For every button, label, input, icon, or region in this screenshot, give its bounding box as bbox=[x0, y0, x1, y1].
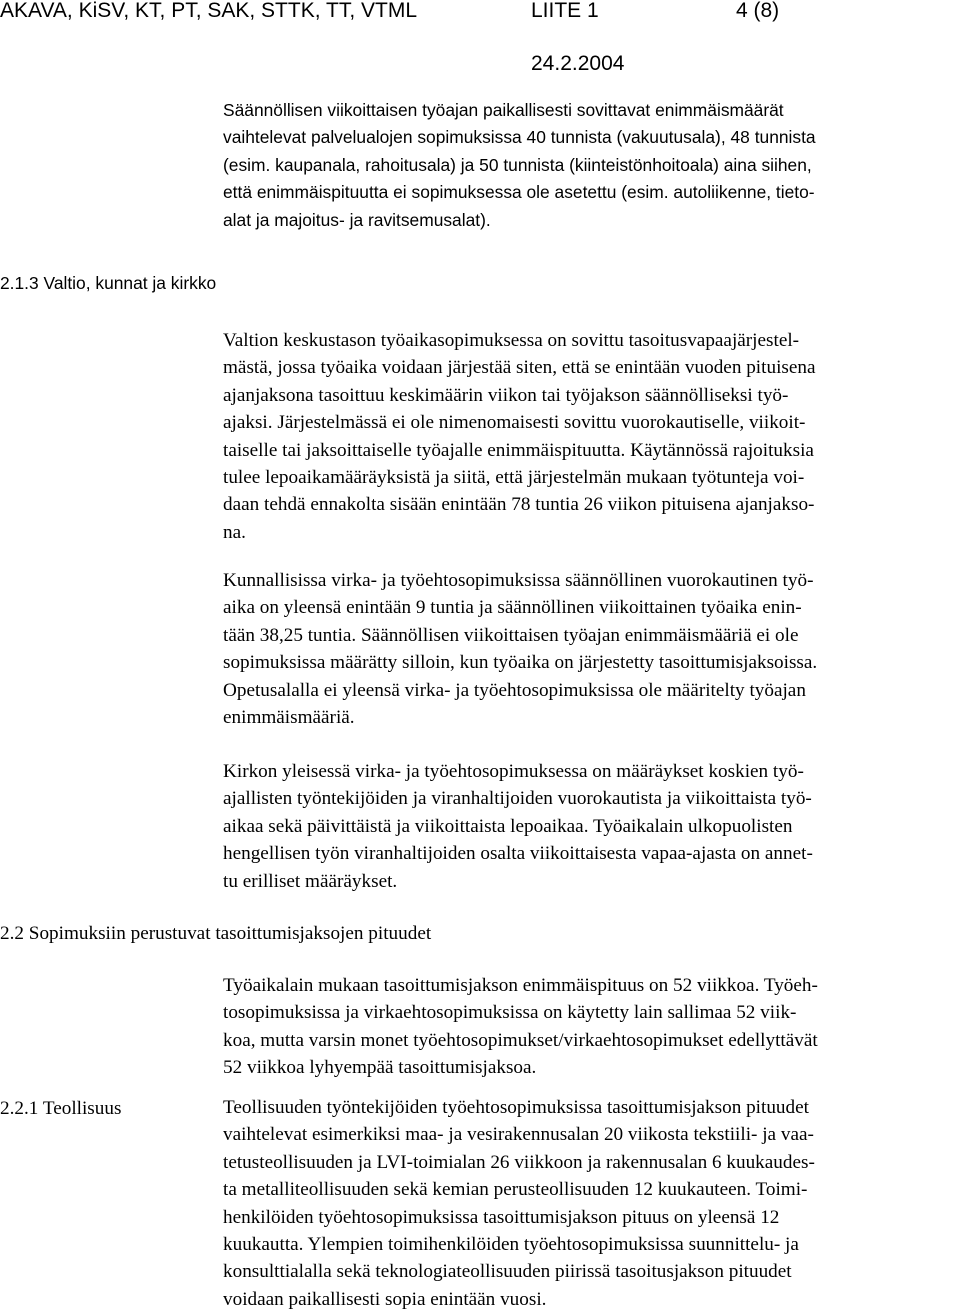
text-line: tulee lepoaikamääräyksistä ja siitä, että järjestelmän mukaan työtunteja voi- bbox=[223, 467, 805, 489]
section-heading-2-2: 2.2 Sopimuksiin perustuvat tasoittumisjaksojen pituudet bbox=[0, 923, 432, 944]
text-line: alat ja majoitus- ja ravitsemusalat). bbox=[223, 209, 491, 230]
header-organizations: AKAVA, KiSV, KT, PT, SAK, STTK, TT, VTML bbox=[0, 0, 418, 22]
text-line: (esim. kaupanala, rahoitusala) ja 50 tunnista (kiinteistönhoitoala) aina siihen, bbox=[223, 154, 812, 175]
text-line: taiselle tai jaksoittaiselle työajalle enimmäispituutta. Käytännössä rajoituksia bbox=[223, 439, 814, 461]
text-line: enimmäismääriä. bbox=[223, 707, 355, 729]
text-line: mästä, jossa työaika voidaan järjestää siten, että se enintään vuoden pituisena bbox=[223, 357, 816, 379]
text-line: ta metalliteollisuuden sekä kemian perusteollisuuden 12 kuukauteen. Toimi- bbox=[223, 1179, 808, 1201]
header-page-number: 4 (8) bbox=[736, 0, 780, 22]
text-line: ajanjaksona tasoittuu keskimäärin viikon tai työjakson säännölliseksi työ- bbox=[223, 384, 789, 406]
text-line: henkilöiden työehtosopimuksissa tasoittumisjakson pituus on yleensä 12 bbox=[223, 1206, 780, 1228]
text-line: Säännöllisen viikoittaisen työajan paikallisesti sovittavat enimmäismäärät bbox=[223, 100, 784, 120]
text-line: Kirkon yleisessä virka- ja työehtosopimuksessa on määräykset koskien työ- bbox=[223, 761, 804, 782]
paragraph-kunnat bbox=[223, 567, 955, 731]
text-line: vaihtelevat esimerkiksi maa- ja vesirakennusalan 20 viikosta tekstiili- ja vaa- bbox=[223, 1124, 814, 1146]
text-line: na. bbox=[223, 521, 246, 543]
text-line: daan tehdä ennakolta sisään enintään 78 tuntia 26 viikon pituisena ajanjakso- bbox=[223, 494, 815, 516]
text-line: että enimmäispituutta ei sopimuksessa ole asetettu (esim. autoliikenne, tieto- bbox=[223, 182, 815, 203]
text-line: koa, mutta varsin monet työehtosopimukset/virkaehtosopimukset edellyttävät bbox=[223, 1029, 818, 1051]
text-line: kuukautta. Ylempien toimihenkilöiden työehtosopimuksissa suunnittelu- ja bbox=[223, 1234, 799, 1256]
header-appendix: LIITE 1 bbox=[531, 0, 599, 22]
text-line: Työaikalain mukaan tasoittumisjakson enimmäispituus on 52 viikkoa. Työeh- bbox=[223, 975, 818, 996]
text-line: tään 38,25 tuntia. Säännöllisen viikoittaisen työajan enimmäismääriä ei ole bbox=[223, 624, 799, 646]
text-line: hengellisen työn viranhaltijoiden osalta viikoittaisesta vapaa-ajasta on annet- bbox=[223, 843, 813, 865]
text-line: Kunnallisissa virka- ja työehtosopimuksissa säännöllinen vuorokautinen työ- bbox=[223, 570, 814, 591]
text-line: 52 viikkoa lyhyempää tasoittumisjaksoa. bbox=[223, 1057, 537, 1079]
text-line: tosopimuksissa ja virkaehtosopimuksissa on käytetty lain sallimaa 52 viik- bbox=[223, 1002, 797, 1024]
text-line: Teollisuuden työntekijöiden työehtosopimuksissa tasoittumisjakson pituudet bbox=[223, 1097, 809, 1118]
section-heading-2-2-1: 2.2.1 Teollisuus bbox=[0, 1098, 122, 1119]
section-heading-2-1-3: 2.1.3 Valtio, kunnat ja kirkko bbox=[0, 273, 217, 293]
text-line: konsulttialalla sekä teknologiateollisuuden piirissä tasoitusjakson pituudet bbox=[223, 1261, 792, 1283]
paragraph-teollisuus bbox=[223, 1094, 955, 1313]
text-line: Opetusalalla ei yleensä virka- ja työehtosopimuksissa ole määritelty työajan bbox=[223, 679, 806, 701]
text-line: vaihtelevat palvelualojen sopimuksissa 40 tunnista (vakuutusala), 48 tunnista bbox=[223, 127, 816, 148]
text-line: sopimuksissa määrätty silloin, kun työaika on järjestetty tasoittumisjaksoissa. bbox=[223, 652, 818, 674]
paragraph-kirkko bbox=[223, 758, 955, 895]
text-line: tetusteollisuuden ja LVI-toimialan 26 viikkoon ja rakennusalan 6 kuukaudes- bbox=[223, 1151, 815, 1173]
text-line: ajaksi. Järjestelmässä ei ole nimenomaisesti sovittu vuorokautiselle, viikoit- bbox=[223, 412, 806, 434]
intro-paragraph bbox=[223, 97, 955, 234]
text-line: aika on yleensä enintään 9 tuntia ja säännöllinen viikoittainen työaika enin- bbox=[223, 597, 802, 619]
text-line: aikaa sekä päivittäistä ja viikoittaista lepoaikaa. Työaikalain ulkopuolisten bbox=[223, 815, 793, 837]
paragraph-valtio bbox=[223, 327, 955, 546]
paragraph-tasoittumisjakso bbox=[223, 972, 955, 1082]
text-line: voidaan paikallisesti sopia enintään vuosi. bbox=[223, 1288, 547, 1310]
text-line: Valtion keskustason työaikasopimuksessa on sovittu tasoitusvapaajärjestel- bbox=[223, 330, 800, 351]
text-line: tu erilliset määräykset. bbox=[223, 870, 398, 892]
header-date: 24.2.2004 bbox=[531, 52, 625, 75]
text-line: ajallisten työntekijöiden ja viranhaltijoiden vuorokautista ja viikoittaista työ- bbox=[223, 788, 812, 810]
